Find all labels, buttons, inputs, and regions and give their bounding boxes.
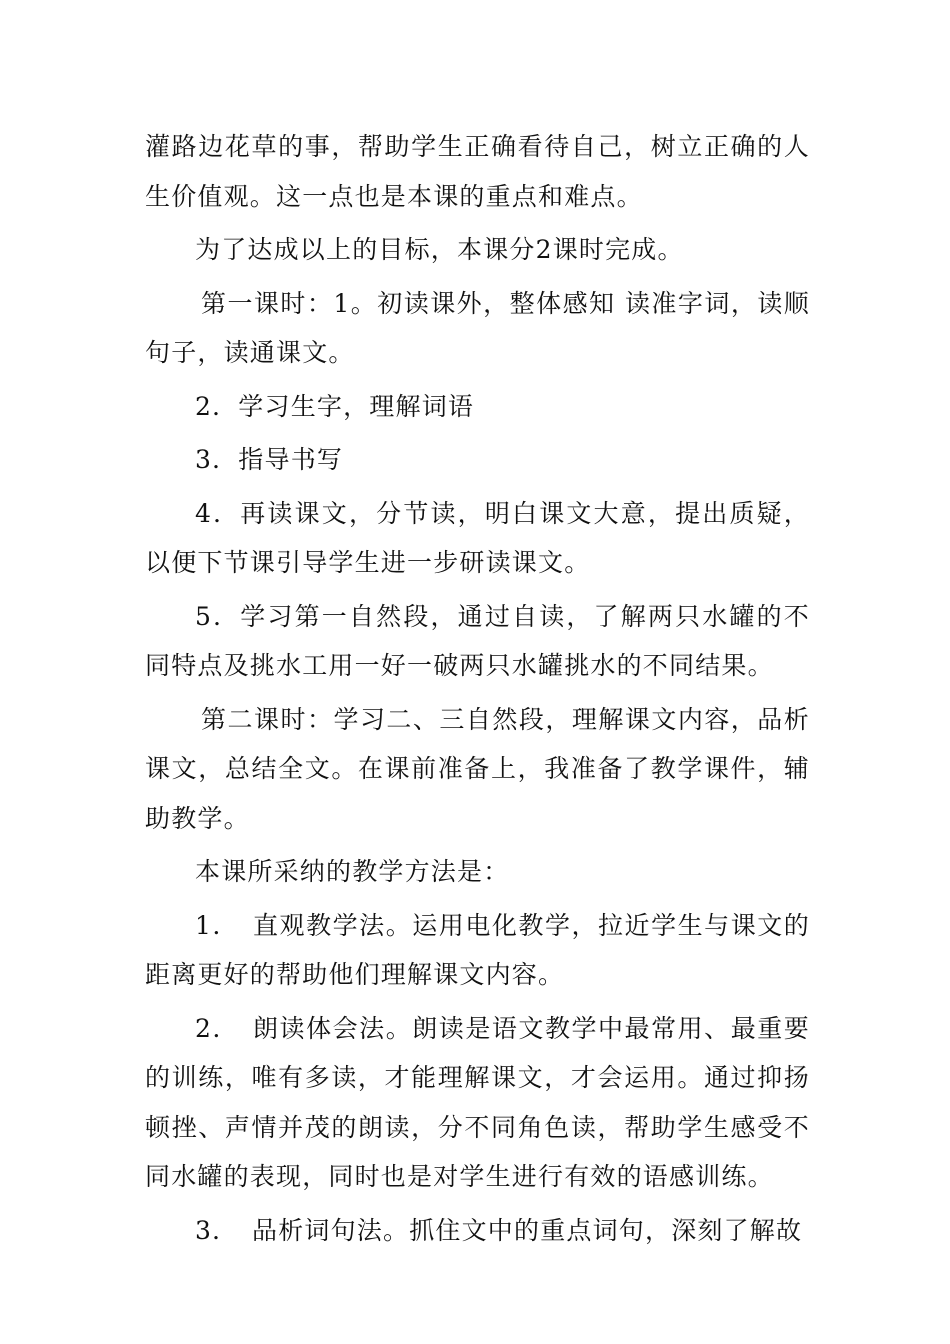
paragraph-step-2: 2．学习生字，理解词语: [195, 391, 475, 421]
paragraph-step-4: 4．再读课文，分节读，明白课文大意，提出质疑，以便下节课引导学生进一步研读课文。: [145, 498, 810, 577]
paragraph-methods-intro: 本课所采纳的教学方法是：: [195, 857, 510, 886]
document-page: [145, 122, 810, 1259]
paragraph-method-3: 3． 品析词句法。抓住文中的重点词句，深刻了解故: [195, 1215, 803, 1245]
paragraph-method-2: 2． 朗读体会法。朗读是语文教学中最常用、最重要的训练，唯有多读，才能理解课文，才会运用。通过抑扬顿挫、声情并茂的朗读，分不同角色读，帮助学生感受不同水罐的表现，同时也是对学生进行有效的语感训练。: [145, 1013, 810, 1191]
paragraph-second-lesson: 第二课时：学习二、三自然段，理解课文内容，品析课文，总结全文。在课前准备上，我准备了教学课件，辅助教学。: [145, 704, 810, 833]
paragraph-step-3: 3．指导书写: [195, 445, 344, 474]
paragraph-method-1: 1． 直观教学法。运用电化教学，拉近学生与课文的距离更好的帮助他们理解课文内容。: [145, 910, 810, 989]
paragraph-lesson-plan: 为了达成以上的目标，本课分2课时完成。: [195, 235, 684, 264]
paragraph-continuation: 灌路边花草的事，帮助学生正确看待自己，树立正确的人生价值观。这一点也是本课的重点和难点。: [145, 132, 810, 211]
paragraph-first-lesson: 第一课时：1。初读课外，整体感知 读准字词，读顺句子，读通课文。: [145, 288, 810, 367]
paragraph-step-5: 5．学习第一自然段，通过自读，了解两只水罐的不同特点及挑水工用一好一破两只水罐挑水的不同结果。: [145, 601, 810, 680]
